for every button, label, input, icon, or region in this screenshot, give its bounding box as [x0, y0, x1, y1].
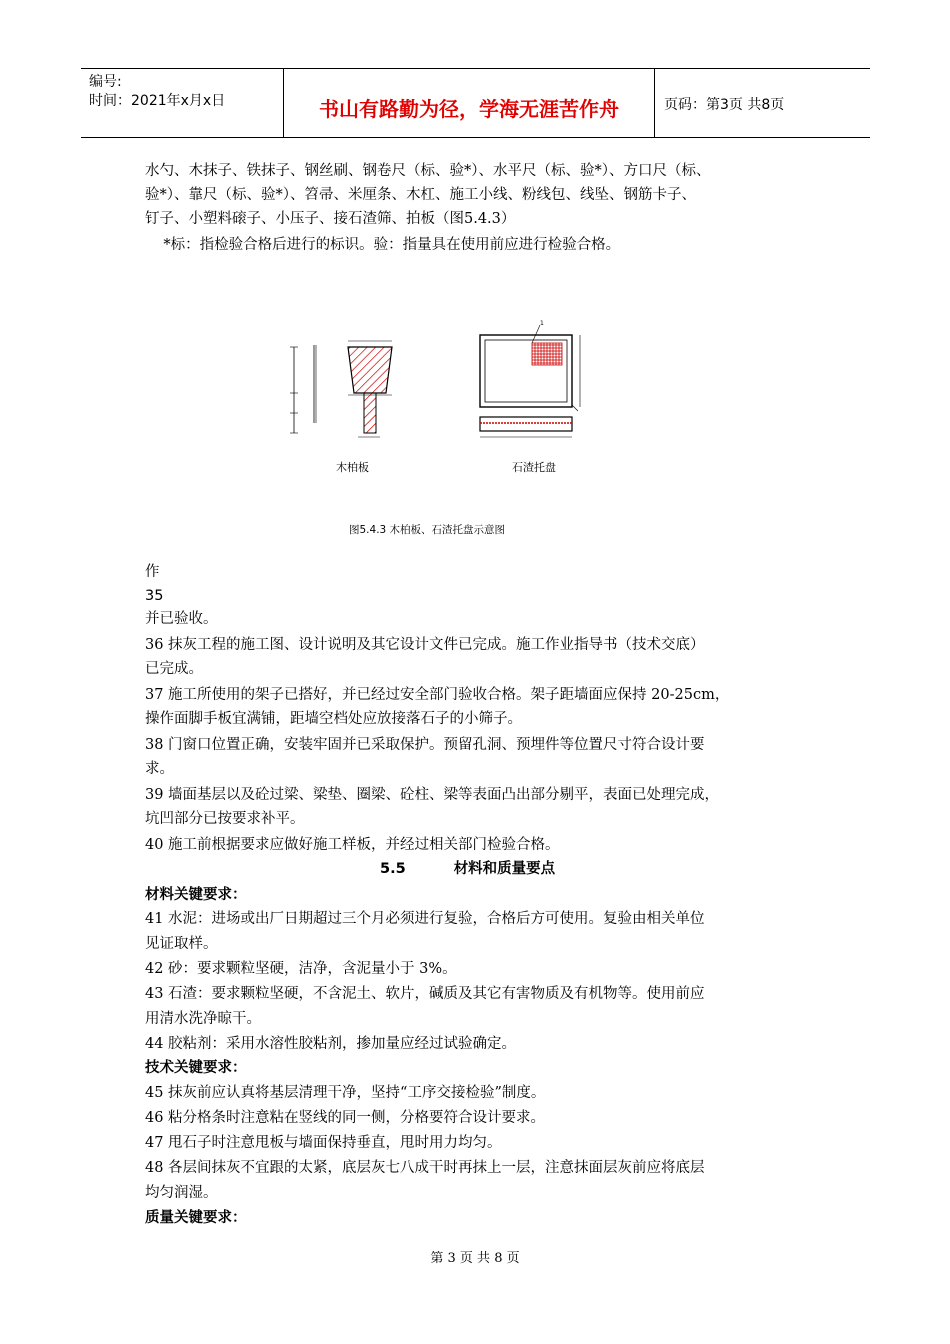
- body-line: 坑凹部分已按要求补平。: [145, 811, 305, 827]
- intro-note: *标：指检验合格后进行的标识。验：指量具在使用前应进行检验合格。: [145, 237, 621, 253]
- body-line: 操作面脚手板宜满铺，距墙空档处应放接落石子的小筛子。: [145, 711, 522, 727]
- materials-line: 44 胶粘剂：采用水溶性胶粘剂，掺加量应经过试验确定。: [145, 1036, 517, 1052]
- header-motto: 书山有路勤为径，学海无涯苦作舟: [319, 97, 619, 121]
- technical-heading: 技术关键要求：: [145, 1060, 247, 1076]
- header-page-info: 页码：第3页 共8页: [664, 97, 785, 113]
- cutoff-line: [145, 586, 164, 606]
- body-line: 36 抹灰工程的施工图、设计说明及其它设计文件已完成。施工作业指导书（技术交底）: [145, 637, 705, 653]
- cutoff-text: 作: [145, 564, 160, 580]
- intro-line: 验*）、靠尺（标、验*）、笤帚、米厘条、木杠、施工小线、粉线包、线坠、钢筋卡子、: [145, 187, 696, 203]
- body-line: 40 施工前根据要求应做好施工样板，并经过相关部门检验合格。: [145, 837, 560, 853]
- section-number: 5.5: [380, 861, 406, 877]
- figure-label-paddle: 木柏板: [336, 461, 369, 474]
- body-line: 已完成。: [145, 661, 203, 677]
- number-label: 编号:: [89, 74, 122, 90]
- page-footer: 第 3 页 共 8 页: [430, 1251, 520, 1266]
- header-meta: [89, 73, 284, 111]
- quality-heading: 质量关键要求：: [145, 1210, 247, 1226]
- materials-line: 41 水泥：进场或出厂日期超过三个月必须进行复验，合格后方可使用。复验由相关单位: [145, 911, 705, 927]
- cutoff-text: 35: [145, 588, 164, 604]
- figure-label-tray: 石渣托盘: [512, 461, 556, 474]
- page-header: [81, 68, 870, 138]
- body-line: 求。: [145, 761, 174, 777]
- technical-line: 均匀润湿。: [145, 1185, 218, 1201]
- section-title: 材料和质量要点: [453, 861, 556, 877]
- technical-line: 46 粘分格条时注意粘在竖线的同一侧，分格要符合设计要求。: [145, 1110, 546, 1126]
- header-divider: [654, 69, 655, 137]
- body-line: 39 墙面基层以及砼过梁、梁垫、圈梁、砼柱、梁等表面凸出部分剔平，表面已处理完成，: [145, 787, 720, 803]
- figure-drawing: [280, 315, 600, 455]
- gravel-tray-drawing: [480, 320, 580, 437]
- intro-line: 水勺、木抹子、铁抹子、钢丝刷、钢卷尺（标、验*）、水平尺（标、验*）、方口尺（标、: [145, 163, 711, 179]
- body-line: 38 门窗口位置正确，安装牢固并已采取保护。预留孔洞、预埋件等位置尺寸符合设计要: [145, 737, 705, 753]
- body-line: 37 施工所使用的架子已搭好，并已经过安全部门验收合格。架子距墙面应保持 20-25cm，: [145, 687, 730, 703]
- technical-line: 45 抹灰前应认真将基层清理干净，坚持“工序交接检验”制度。: [145, 1085, 546, 1101]
- materials-line: 43 石渣：要求颗粒坚硬，不含泥土、软片，碱质及其它有害物质及有机物等。使用前应: [145, 986, 705, 1002]
- figure-caption: 图5.4.3 木柏板、石渣托盘示意图: [349, 524, 506, 536]
- technical-line: 47 甩石子时注意甩板与墙面保持垂直，甩时用力均匀。: [145, 1135, 502, 1151]
- body-line: 并已验收。: [145, 611, 218, 627]
- materials-line: 用清水洗净晾干。: [145, 1011, 261, 1027]
- technical-line: 48 各层间抹灰不宜跟的太紧，底层灰七八成干时再抹上一层，注意抹面层灰前应将底层: [145, 1160, 705, 1176]
- materials-heading: 材料关键要求：: [145, 887, 247, 903]
- section-heading: [380, 859, 555, 879]
- wood-paddle-drawing: [290, 341, 392, 437]
- intro-line: 钉子、小塑料磙子、小压子、接石渣筛、拍板（图5.4.3）: [145, 211, 516, 227]
- time-label: 时间：2021年x月x日: [89, 93, 226, 109]
- figure-callout: 1: [540, 320, 544, 327]
- materials-line: 42 砂：要求颗粒坚硬，洁净，含泥量小于 3%。: [145, 961, 457, 977]
- cutoff-line: [145, 562, 159, 582]
- materials-line: 见证取样。: [145, 936, 218, 952]
